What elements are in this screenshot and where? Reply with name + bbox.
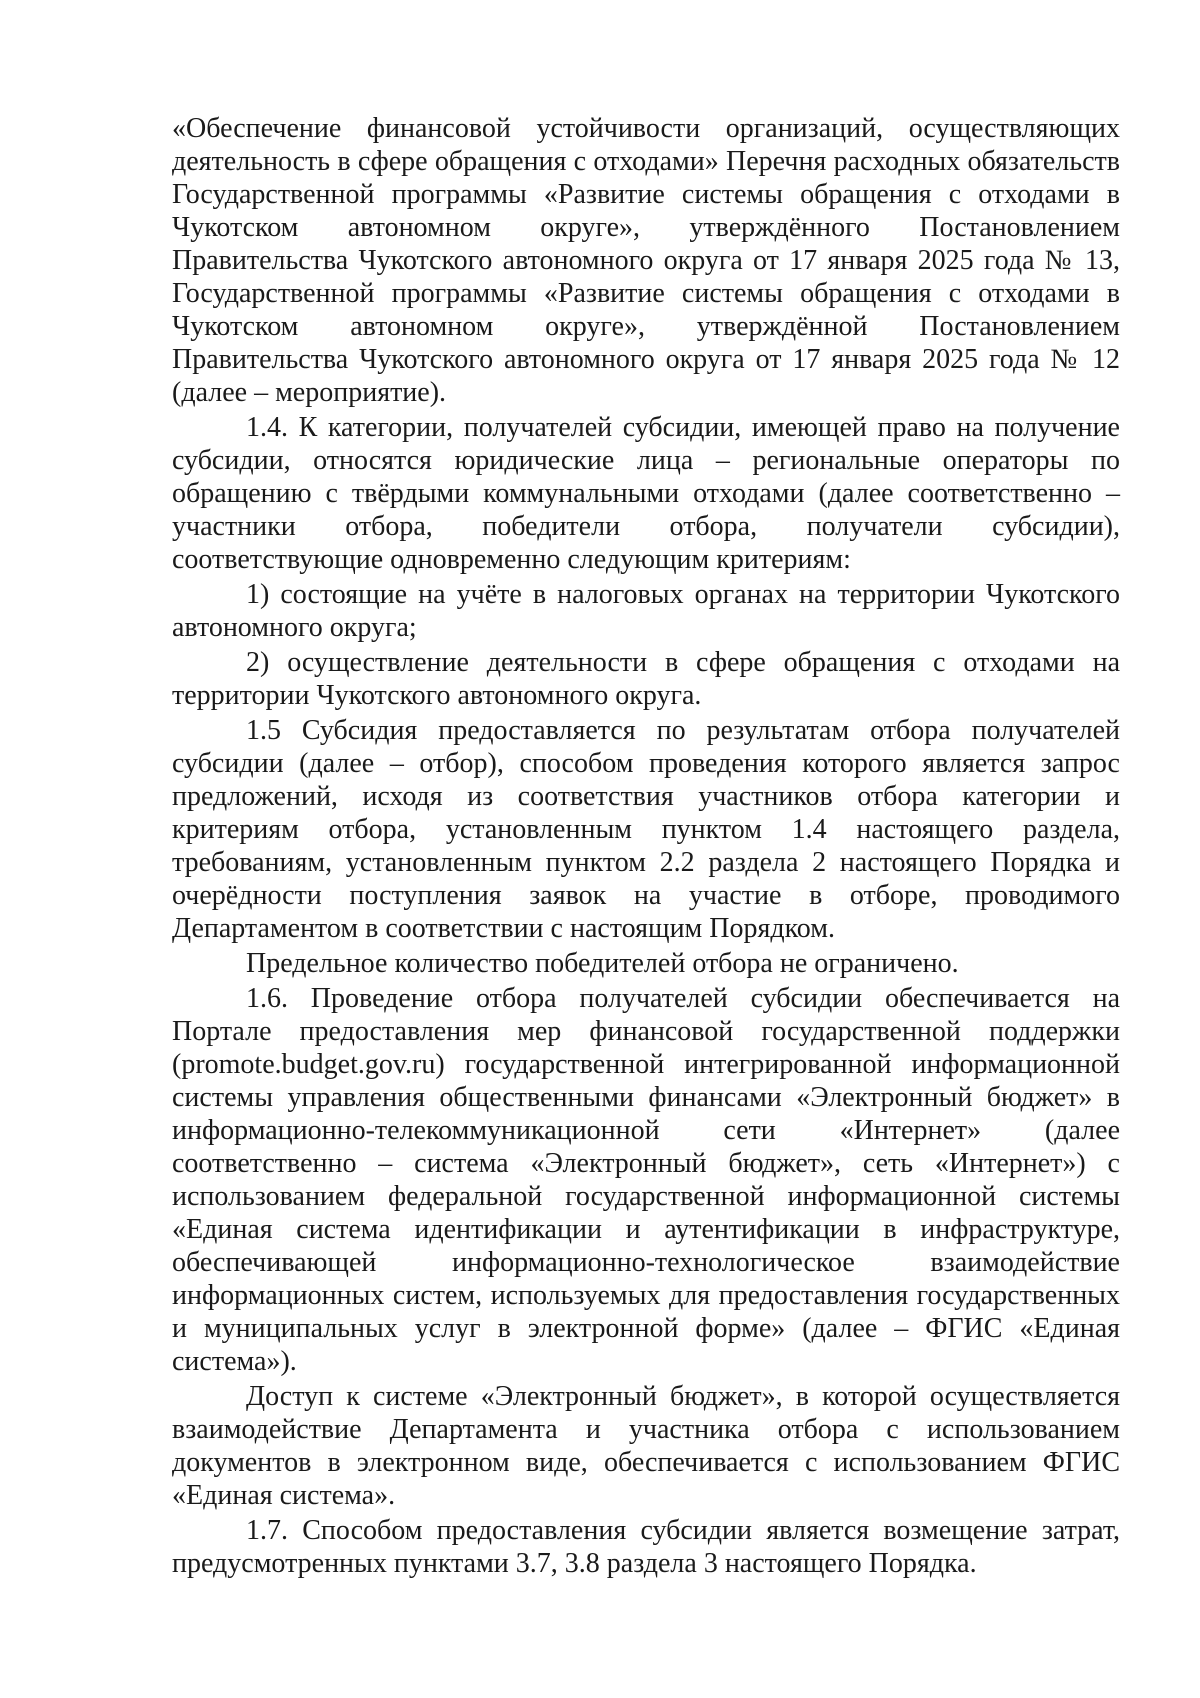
- paragraph-1-6: 1.6. Проведение отбора получателей субсидии обеспечивается на Портале предоставления мер финансовой государственной поддержки (promote.budget.gov.ru) государственной интегрированной информационной системы управления общественными финансами «Электронный бюджет» в информационно-телекоммуникационной сети «Интернет» (далее соответственно – система «Электронный бюджет», сеть «Интернет») с использованием федеральной государственной информационной системы «Единая система идентификации и аутентификации в инфраструктуре, обеспечивающей информационно-технологическое взаимодействие информационных систем, используемых для предоставления государственных и муниципальных услуг в электронной форме» (далее – ФГИС «Единая система»).: [172, 983, 1120, 1377]
- paragraph-1-5: 1.5 Субсидия предоставляется по результатам отбора получателей субсидии (далее – отбор), способом проведения которого является запрос предложений, исходя из соответствия участников отбора категории и критериям отбора, установленным пунктом 1.4 настоящего раздела, требованиям, установленным пунктом 2.2 раздела 2 настоящего Порядка и очерёдности поступления заявок на участие в отборе, проводимого Департаментом в соответствии с настоящим Порядком.: [172, 715, 1120, 944]
- paragraph-1-4: 1.4. К категории, получателей субсидии, имеющей право на получение субсидии, относятся юридические лица – региональные операторы по обращению с твёрдыми коммунальными отходами (далее соответственно – участники отбора, победители отбора, получатели субсидии), соответствующие одновременно следующим критериям:: [172, 412, 1120, 575]
- paragraph-1-4-criterion-1: 1) состоящие на учёте в налоговых органах на территории Чукотского автономного округа;: [172, 579, 1120, 643]
- intro-paragraph: «Обеспечение финансовой устойчивости организаций, осуществляющих деятельность в сфере обращения с отходами» Перечня расходных обязательств Государственной программы «Развитие системы обращения с отходами в Чукотском автономном округе», утверждённого Постановлением Правительства Чукотского автономного округа от 17 января 2025 года № 13, Государственной программы «Развитие системы обращения с отходами в Чукотском автономном округе», утверждённой Постановлением Правительства Чукотского автономного округа от 17 января 2025 года № 12 (далее – мероприятие).: [172, 113, 1120, 408]
- paragraph-system-access: Доступ к системе «Электронный бюджет», в которой осуществляется взаимодействие Департамента и участника отбора с использованием документов в электронном виде, обеспечивается с использованием ФГИС «Единая система».: [172, 1381, 1120, 1511]
- paragraph-1-4-criterion-2: 2) осуществление деятельности в сфере обращения с отходами на территории Чукотского автономного округа.: [172, 647, 1120, 711]
- paragraph-winners-limit: Предельное количество победителей отбора не ограничено.: [246, 948, 959, 979]
- paragraph-1-7: 1.7. Способом предоставления субсидии является возмещение затрат, предусмотренных пунктами 3.7, 3.8 раздела 3 настоящего Порядка.: [172, 1515, 1120, 1579]
- document-page: [172, 112, 1120, 1580]
